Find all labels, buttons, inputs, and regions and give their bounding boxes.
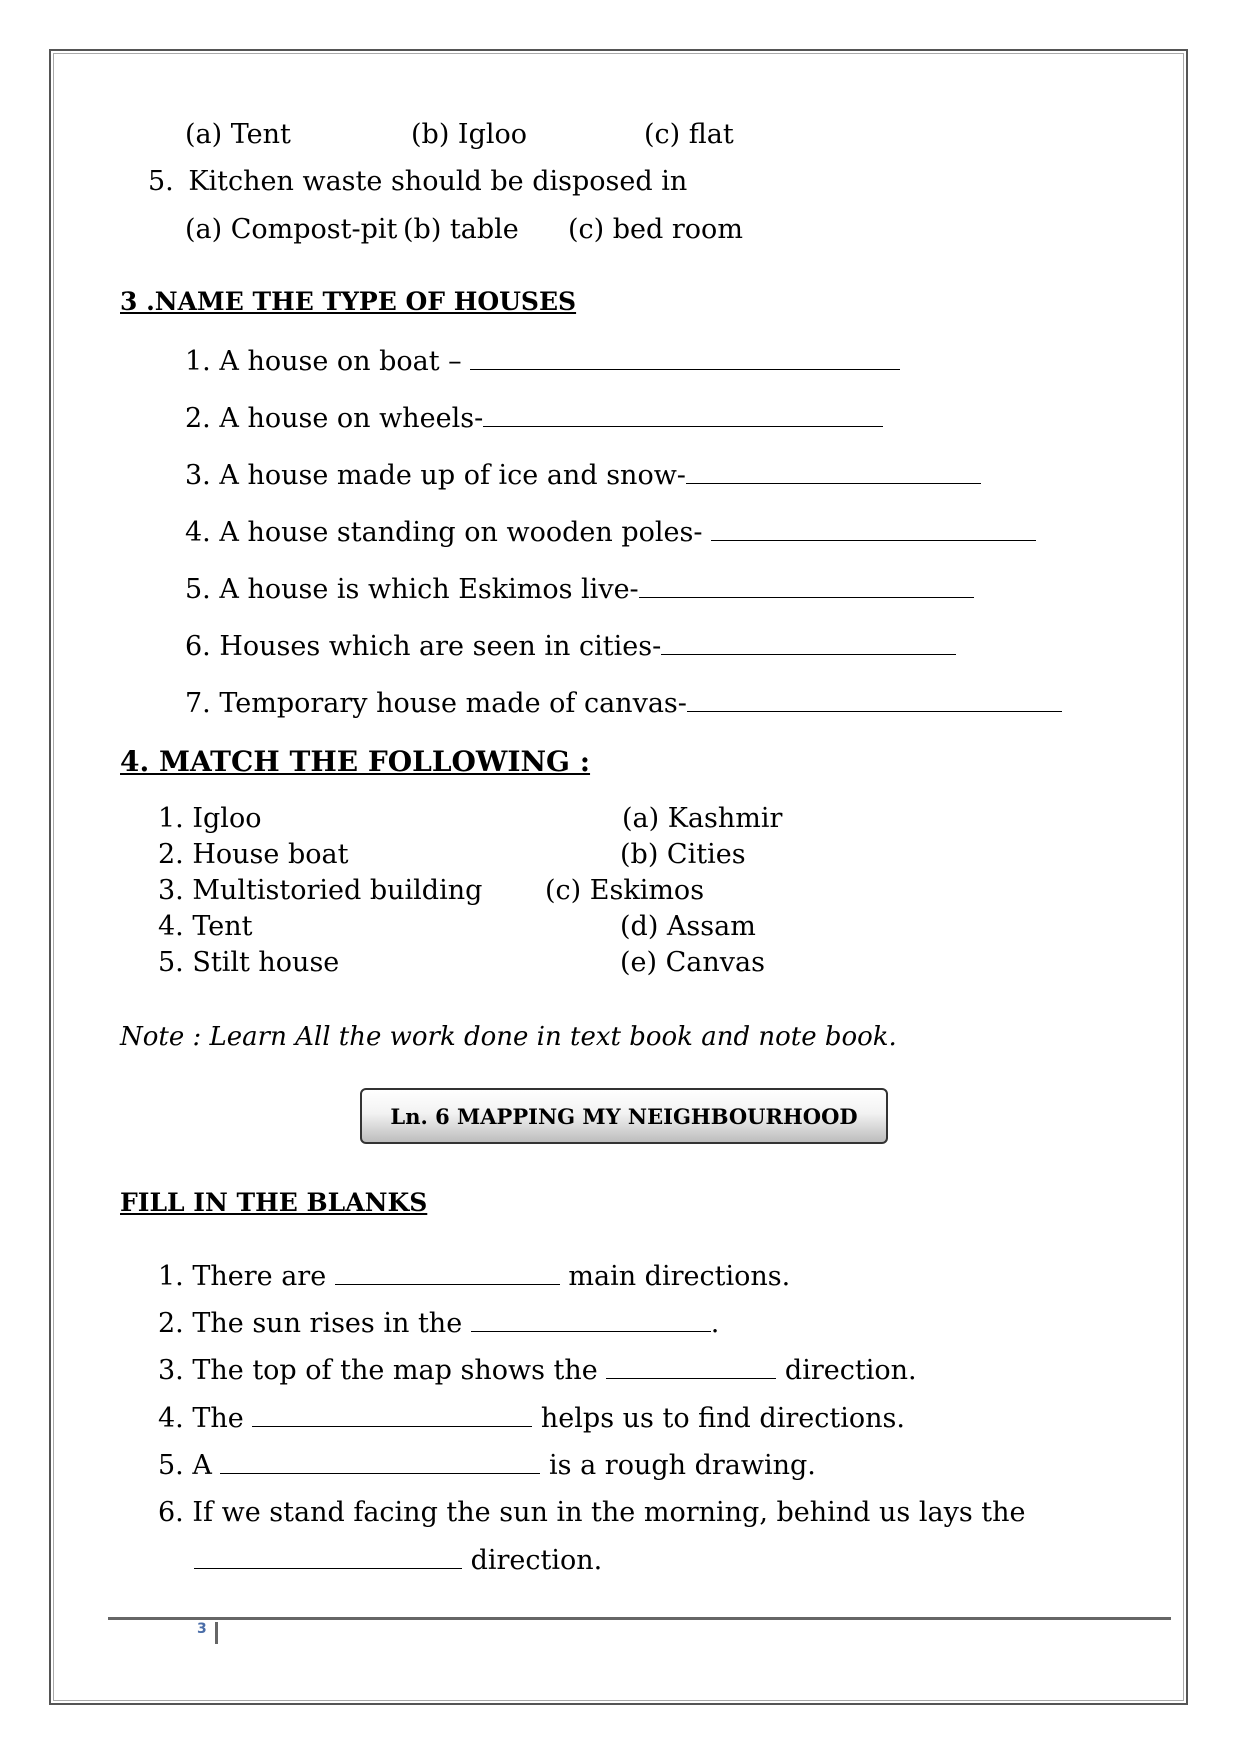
item-number: 1.: [158, 1261, 184, 1292]
item-text: Igloo: [192, 803, 262, 834]
item-text: A house made up of ice and snow-: [219, 460, 686, 491]
match-right-item: (e) Canvas: [620, 947, 765, 978]
match-left-item: [158, 802, 261, 836]
item-text-before: There are: [192, 1261, 335, 1292]
item-text: Temporary house made of canvas-: [219, 688, 687, 719]
list-item-continuation: [194, 1544, 602, 1578]
match-left-item: [158, 946, 339, 980]
lesson-title: Ln. 6 MAPPING MY NEIGHBOURHOOD: [390, 1103, 858, 1129]
item-number: 5.: [185, 574, 211, 605]
match-left-item: [158, 874, 482, 908]
item-text-after: helps us to find directions.: [532, 1403, 905, 1434]
list-item: [185, 459, 981, 493]
item-number: 7.: [185, 688, 211, 719]
section-4-heading: 4. MATCH THE FOLLOWING :: [120, 745, 591, 778]
match-left-item: [158, 838, 348, 872]
list-item: [185, 687, 1062, 721]
answer-blank[interactable]: [470, 347, 900, 370]
option-b: (b) table: [403, 214, 519, 245]
list-item: [185, 516, 1036, 550]
item-text-after: main directions.: [559, 1261, 791, 1292]
item-number: 6.: [158, 1497, 184, 1528]
item-number: 1.: [158, 803, 184, 834]
item-text-after: .: [710, 1308, 720, 1339]
answer-blank[interactable]: [483, 404, 883, 427]
lesson-title-box: [360, 1088, 888, 1144]
list-item: [158, 1449, 816, 1483]
item-text: Stilt house: [192, 947, 340, 978]
list-item: [158, 1260, 790, 1294]
item-number: 1.: [185, 346, 211, 377]
item-text-before: The: [192, 1403, 253, 1434]
item-number: 2.: [158, 1308, 184, 1339]
answer-blank[interactable]: [194, 1546, 462, 1569]
item-text-after: direction.: [462, 1545, 603, 1576]
note: Note : Learn All the work done in text book and note book.: [120, 1022, 897, 1052]
answer-blank[interactable]: [686, 461, 981, 484]
item-text: Tent: [192, 911, 253, 942]
item-number: 3.: [158, 1355, 184, 1386]
option-a: (a) Compost-pit: [185, 214, 398, 245]
answer-blank[interactable]: [606, 1356, 776, 1379]
answer-blank[interactable]: [711, 518, 1036, 541]
match-right-item: (a) Kashmir: [622, 803, 783, 834]
item-text: A house is which Eskimos live-: [219, 574, 639, 605]
option-b: (b) Igloo: [411, 119, 528, 150]
list-item: [185, 573, 974, 607]
footer-rule: [108, 1617, 1171, 1620]
item-text: House boat: [192, 839, 349, 870]
item-number: 4.: [158, 911, 184, 942]
item-text-before: If we stand facing the sun in the morning, behind us lays the: [192, 1497, 1026, 1528]
section-3-heading: 3 .NAME THE TYPE OF HOUSES: [120, 287, 577, 316]
match-left-item: [158, 910, 253, 944]
answer-blank[interactable]: [661, 632, 956, 655]
item-text-after: direction.: [776, 1355, 917, 1386]
item-number: 6.: [185, 631, 211, 662]
item-number: 4.: [158, 1403, 184, 1434]
item-number: 5.: [158, 947, 184, 978]
answer-blank[interactable]: [471, 1309, 711, 1332]
list-item: [185, 345, 900, 379]
answer-blank[interactable]: [335, 1262, 560, 1285]
fill-blanks-heading: FILL IN THE BLANKS: [120, 1188, 428, 1217]
item-text-after: is a rough drawing.: [540, 1450, 816, 1481]
item-text-before: A: [192, 1450, 221, 1481]
item-number: 2.: [185, 403, 211, 434]
option-c: (c) bed room: [568, 214, 743, 245]
list-item: [158, 1402, 905, 1436]
item-number: 5.: [158, 1450, 184, 1481]
item-number: 4.: [185, 517, 211, 548]
answer-blank[interactable]: [687, 689, 1062, 712]
match-right-item: (d) Assam: [620, 911, 756, 942]
question-number: 5.: [148, 166, 174, 197]
list-item: [158, 1354, 917, 1388]
page-number-divider: [215, 1622, 218, 1644]
answer-blank[interactable]: [252, 1404, 532, 1427]
list-item: [185, 630, 956, 664]
item-text: A house on boat –: [219, 346, 471, 377]
question-5: [148, 165, 687, 199]
option-c: (c) flat: [644, 119, 734, 150]
item-number: 3.: [185, 460, 211, 491]
option-a: (a) Tent: [185, 119, 291, 150]
item-number: 2.: [158, 839, 184, 870]
answer-blank[interactable]: [639, 575, 974, 598]
item-text: Houses which are seen in cities-: [219, 631, 662, 662]
match-right-item: (b) Cities: [620, 839, 746, 870]
item-text: A house standing on wooden poles-: [219, 517, 712, 548]
item-number: 3.: [158, 875, 184, 906]
item-text: A house on wheels-: [219, 403, 484, 434]
question-text: Kitchen waste should be disposed in: [188, 166, 688, 197]
item-text: Multistoried building: [192, 875, 483, 906]
match-right-item: (c) Eskimos: [545, 875, 705, 906]
list-item: [158, 1307, 719, 1341]
list-item: [158, 1496, 1026, 1530]
list-item: [185, 402, 883, 436]
item-text-before: The top of the map shows the: [192, 1355, 607, 1386]
item-text-before: The sun rises in the: [192, 1308, 471, 1339]
answer-blank[interactable]: [220, 1451, 540, 1474]
page-number: 3: [197, 1621, 207, 1637]
